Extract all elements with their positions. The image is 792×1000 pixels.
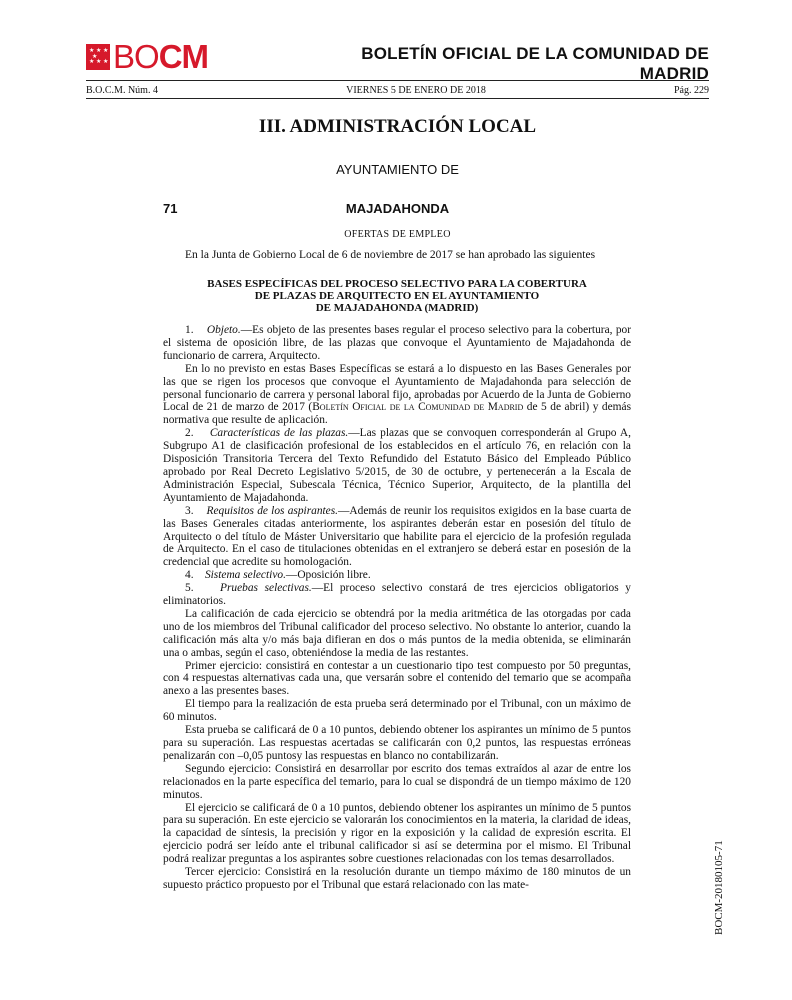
paragraph-tiempo: El tiempo para la realización de esta prueba será determinado por el Tribunal, con un máximo de 60 minutos. [163, 698, 631, 724]
paragraph-heading: Sistema selectivo. [204, 569, 286, 582]
document-body [163, 324, 631, 892]
bocm-logo [86, 38, 209, 75]
council-label: AYUNTAMIENTO DE [336, 162, 459, 177]
section-title: III. ADMINISTRACIÓN LOCAL [258, 116, 537, 137]
paragraph-text: En lo no previsto en estas Bases Específicas se estará a lo dispuesto en las Bases Generales por las que se rigen los procesos que convoque el Ayuntamiento de Majadahonda para selección de personal funcionario de carrera y personal laboral fijo, aprobadas por Acuerdo de la Junta de Gobierno Local de 21 de marzo de 2017 ( [163, 362, 631, 414]
paragraph-text: —El proceso selectivo constará de tres ejercicios obligatorios y eliminatorios. [163, 582, 631, 608]
paragraph-text: —Oposición libre. [285, 569, 371, 582]
paragraph-primer-ejercicio: Primer ejercicio: consistirá en contestar a un cuestionario tipo test compuesto por 50 preguntas, con 4 respuestas alternativas cada una, que versarán sobre el contenido del temario que se acompaña anexo a las presentes bases. [163, 659, 631, 698]
paragraph-heading: Requisitos de los aspirantes. [206, 504, 339, 517]
paragraph-calificacion: La calificación de cada ejercicio se obtendrá por la media aritmética de las otorgadas por cada uno de los miembros del Tribunal calificador del proceso selectivo. No obstante lo anterior, cuando la calificación más alta y/o más baja difieran en dos o más puntos de la media obtenida, se eliminarán una o ambas, según el caso, obteniéndose la media de las restantes. [163, 607, 631, 659]
paragraph-requisitos [163, 505, 631, 570]
masthead-title: BOLETÍN OFICIAL DE LA COMUNIDAD DE MADRID [361, 44, 709, 83]
bulletin-info-bar [86, 85, 709, 96]
document-title-line: DE MAJADAHONDA (MADRID) [315, 302, 479, 314]
page-number: Pág. 229 [673, 85, 709, 96]
town-name: MAJADAHONDA [345, 201, 450, 216]
bulletin-reference: Boletín Oficial de la Comunidad de Madrid [312, 401, 524, 414]
paragraph-heading: Características de las plazas. [209, 427, 349, 440]
paragraph-number: 2. [185, 427, 194, 440]
paragraph-text: de 5 de abril) y demás normativa que resulte de aplicación. [163, 401, 632, 427]
entry-number: 71 [163, 201, 178, 216]
paragraph-number: 3. [185, 504, 194, 517]
header-rule-bottom [86, 98, 709, 99]
document-title-line: DE PLAZAS DE ARQUITECTO EN EL AYUNTAMIENTO [254, 290, 540, 302]
document-title [163, 278, 631, 314]
paragraph-heading: Objeto. [206, 324, 241, 336]
madrid-flag-icon: ★ ★ ★ ★ ★ ★ ★ [86, 44, 110, 70]
paragraph-text: —Es objeto de las presentes bases regular el proceso selectivo para la cobertura, por el sistema de oposición libre, de las plazas que convoque el Ayuntamiento de Majadahonda de funcionario de carrera, Arquitecto. [163, 324, 631, 362]
logo-text-cm: CM [158, 38, 209, 75]
paragraph-pruebas [163, 582, 631, 608]
paragraph-heading: Pruebas selectivas. [220, 582, 312, 595]
paragraph-number: 1. [185, 324, 194, 336]
document-title-line: BASES ESPECÍFICAS DEL PROCESO SELECTIVO PARA LA COBERTURA [207, 278, 587, 290]
paragraph-caracteristicas [163, 427, 631, 504]
document-code: BOCM-20180105-71 [713, 840, 725, 935]
paragraph-text: —Las plazas que se convoquen corresponderán al Grupo A, Subgrupo A1 de clasificación profesional de los establecidos en el artículo 76, en relación con la Disposición Transitoria Tercera del Texto Refundido del Estatuto Básico del Empleado Público aprobado por Real Decreto Legislativo 5/2015, de 30 de octubre, y pertenecerán a la Escala de Administración Especial, Subescala Técnica, Técnico Superior, Arquitecto, de la plantilla del Ayuntamiento de Majadahonda. [163, 427, 632, 504]
paragraph-segundo-ejercicio: Segundo ejercicio: Consistirá en desarrollar por escrito dos temas extraídos al azar de entre los relacionados en la parte específica del temario, para lo cual se dispondrá de un tiempo máximo de 120 minutos. [163, 762, 631, 801]
paragraph-bases-generales [163, 363, 631, 428]
paragraph-tercer-ejercicio: Tercer ejercicio: Consistirá en la resolución durante un tiempo máximo de 180 minutos de un supuesto práctico propuesto por el Tribunal que estará relacionado con las mate- [163, 866, 631, 891]
bulletin-date: VIERNES 5 DE ENERO DE 2018 [346, 85, 486, 96]
header-rule-top [86, 80, 709, 81]
category-label: OFERTAS DE EMPLEO [344, 229, 451, 240]
paragraph-sistema [163, 569, 631, 582]
intro-paragraph: En la Junta de Gobierno Local de 6 de noviembre de 2017 se han aprobado las siguientes [185, 249, 596, 261]
paragraph-number: 4. [185, 569, 194, 582]
paragraph-puntuacion: Esta prueba se calificará de 0 a 10 puntos, debiendo obtener los aspirantes un mínimo de 5 puntos para su superación. Las respuestas acertadas se calificarán con 0,2 puntos, las respuestas erróneas penalizarán con –0,05 puntosy las respuestas en blanco no contabilizarán. [163, 724, 631, 762]
paragraph-text: —Además de reunir los requisitos exigidos en la base cuarta de las Bases Generales citadas anteriormente, los aspirantes deberán estar en posesión del título de Arquitecto o del título de Máster Universitario que habilite para el ejercicio de la profesión regulada de Arquitecto. En el caso de titulaciones obtenidas en el extranjero se deberá estar en posesión de la credencial que acredite su homologación. [163, 504, 632, 569]
logo-text-bo: BO [113, 38, 159, 75]
paragraph-number: 5. [185, 582, 194, 595]
paragraph-calificacion-segundo: El ejercicio se calificará de 0 a 10 puntos, debiendo obtener los aspirantes un mínimo de 5 puntos para su superación. En este ejercicio se valorarán los conocimientos en la materia, la claridad de ideas, la capacidad de síntesis, la precisión y rigor en la exposición y la calidad de expresión escrita. El ejercicio podrá ser leído ante el tribunal calificador si así se determina por el mismo. El Tribunal podrá realizar preguntas a los aspirantes sobre cuestiones relacionadas con los temas desarrollados. [163, 801, 631, 866]
bulletin-number: B.O.C.M. Núm. 4 [86, 85, 158, 96]
paragraph-objeto [163, 324, 631, 363]
